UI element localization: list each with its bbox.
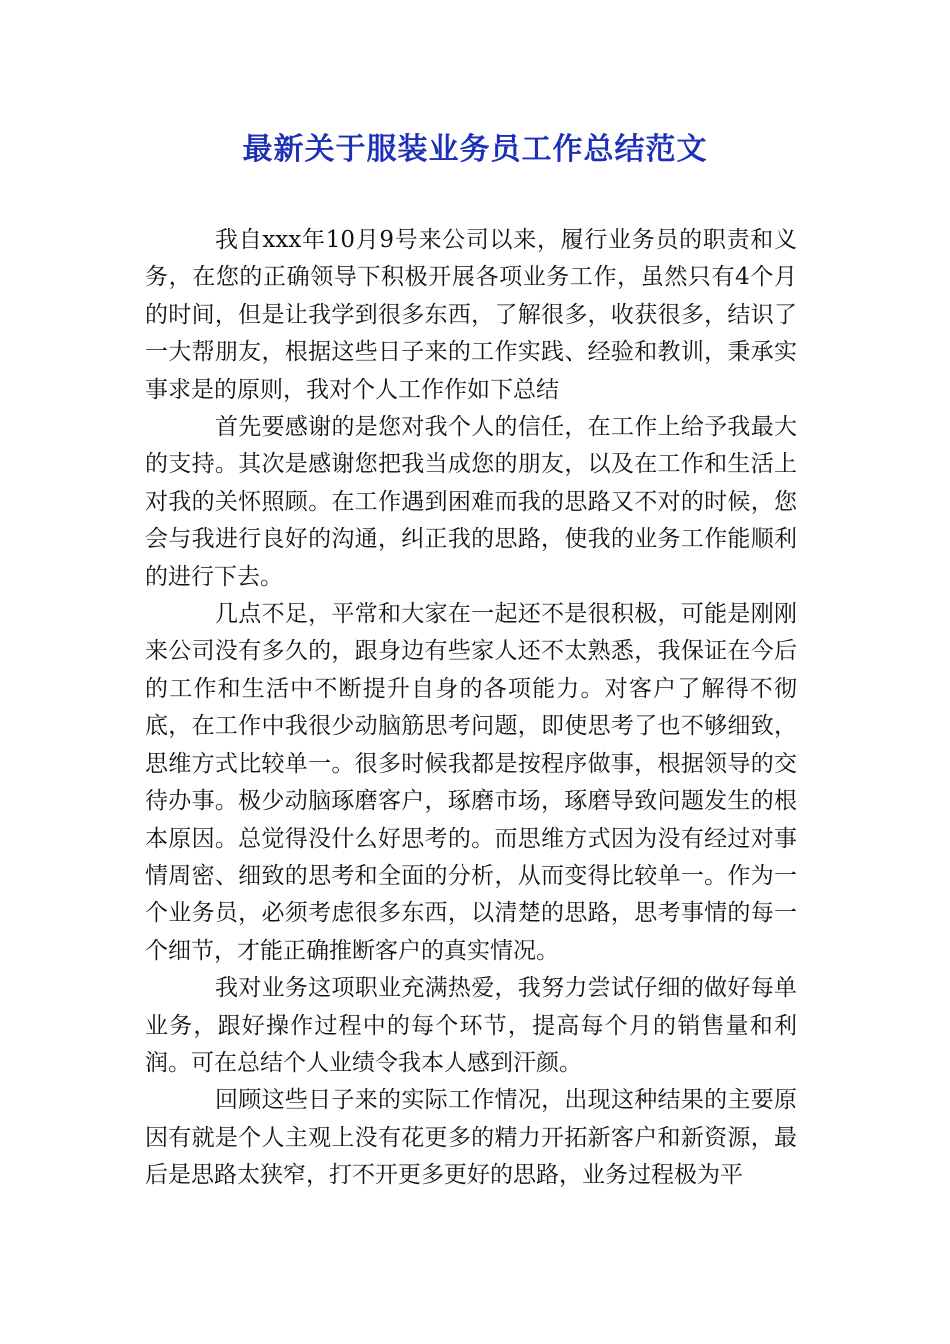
paragraph-1: 我自xxx年10月9号来公司以来，履行业务员的职责和义务，在您的正确领导下积极开展各项业务工作，虽然只有4个月的时间，但是让我学到很多东西，了解很多，收获很多，结识了一大帮朋友，根据这些日子来的工作实践、经验和教训，秉承实事求是的原则，我对个人工作作如下总结 <box>145 227 797 403</box>
paragraph-4: 我对业务这项职业充满热爱，我努力尝试仔细的做好每单业务，跟好操作过程中的每个环节，提高每个月的销售量和利润。可在总结个人业绩令我本人感到汗颜。 <box>145 975 797 1076</box>
document-body <box>145 222 797 1195</box>
document-title: 最新关于服装业务员工作总结范文 <box>242 132 708 167</box>
paragraph-2: 首先要感谢的是您对我个人的信任，在工作上给予我最大的支持。其次是感谢您把我当成您的朋友，以及在工作和生活上对我的关怀照顾。在工作遇到困难而我的思路又不对的时候，您会与我进行良好的沟通，纠正我的思路，使我的业务工作能顺利的进行下去。 <box>145 414 797 590</box>
paragraph-5: 回顾这些日子来的实际工作情况，出现这种结果的主要原因有就是个人主观上没有花更多的精力开拓新客户和新资源，最后是思路太狭窄，打不开更多更好的思路，业务过程极为平 <box>145 1087 797 1189</box>
paragraph-3: 几点不足，平常和大家在一起还不是很积极，可能是刚刚来公司没有多久的，跟身边有些家人还不太熟悉，我保证在今后的工作和生活中不断提升自身的各项能力。对客户了解得不彻底，在工作中我很少动脑筋思考问题，即使思考了也不够细致，思维方式比较单一。很多时候我都是按程序做事，根据领导的交待办事。极少动脑琢磨客户，琢磨市场，琢磨导致问题发生的根本原因。总觉得没什么好思考的。而思维方式因为没有经过对事情周密、细致的思考和全面的分析，从而变得比较单一。作为一个业务员，必须考虑很多东西，以清楚的思路，思考事情的每一个细节，才能正确推断客户的真实情况。 <box>145 601 797 964</box>
